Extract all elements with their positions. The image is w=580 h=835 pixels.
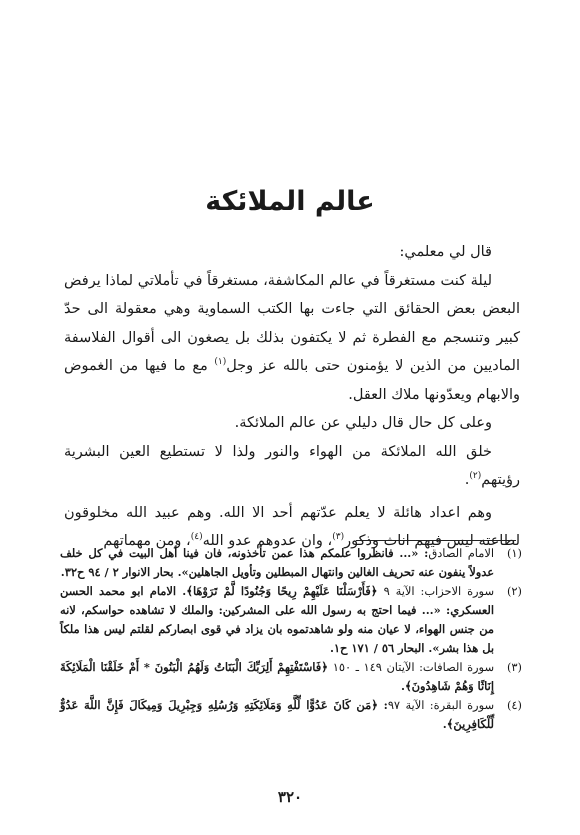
footnote-lead: سورة الاحزاب: الآية ٩ [383,584,494,598]
paragraph-2-text: ليلة كنت مستغرقاً في عالم المكاشفة، مستغرقاً في تأملاتي لماذا يرفض البعض بعض الحقائق التي جاءت بها الكتب السماوية وهي معقولة الى حدّ كبير وتنسجم مع الفطرة ثم لا يكتفون بذلك بل يصغون الى أقوال الفلاسفة الماديين من الذين لا يؤمنون حتى بالله عز وجل [64,272,520,374]
footnote-body: ﴿فَاسْتَفْتِهِمْ أَلِرَبِّكَ الْبَنَاتُ وَلَهُمُ الْبَنُونَ * أَمْ خَلَقْنَا الْمَلَائِكَةَ إِنَاثًا وَهُمْ شَاهِدُونَ﴾. [60,660,494,693]
footnote-number: (٣) [506,660,522,674]
chapter-title: عالم الملائكة [205,186,375,218]
footnote-lead: سورة البقرة: الآية ٩٧ [387,698,494,712]
footnote-ref-1: (١) [214,357,227,368]
footnote-lead: سورة الصافات: الآيتان ١٤٩ ـ ١٥٠ [332,660,494,674]
footnote [60,658,522,696]
footnote-ref-2: (٢) [469,471,482,482]
footnote-number: (١) [506,546,522,560]
paragraph-4 [64,438,520,495]
footnote-lead: الامام الصادق [428,546,494,560]
paragraph-5-text-a: وهم اعداد هائلة لا يعلم عدّتهم أحد الا الله. وهم عبيد الله مخلوقون لطاعته ليس فيهم اناث وذكور [64,504,520,549]
paragraph-4-tail: . [464,472,470,488]
paragraph-4-text: خلق الله الملائكة من الهواء والنور ولذا لا تستطيع العين البشرية رؤيتهم [64,443,520,488]
footnote [60,544,522,582]
footnote-number: (٤) [506,698,522,712]
footnote-ref-3: (٣) [332,532,345,543]
footnote-body: : «... فانظروا علمكم هذا عمن تأخذونه، فان فينا أهل البيت في كل خلف عدولاً ينفون عنه تحريف الغالين وانتهال المبطلين وتأويل الجاهلين». بحار الانوار ٢ / ٩٤ ح٣٢. [60,546,494,579]
footnote-number: (٢) [506,584,522,598]
main-text [64,238,520,556]
paragraph-5-text-b: ، وان عدوهم عدو الله [202,533,333,549]
footnotes [60,544,522,734]
footnote-text [60,658,494,696]
footnote-text [60,696,494,734]
footnote [60,582,522,658]
footnote-text [60,544,494,582]
paragraph-2-tail: مع ما فيها من الغموض والابهام ويعدّونها ملاك العقل. [64,358,520,403]
paragraph-3: وعلى كل حال قال دليلي عن عالم الملائكة. [234,415,492,431]
paragraph-5-text-c: ، ومن مهماتهم [103,533,191,549]
page-number: ٣٢٠ [277,788,303,806]
footnote-text [60,582,494,658]
footnote-divider [356,540,516,541]
footnote-body: ﴿فَأَرْسَلْنَا عَلَيْهِمْ رِيحًا وَجُنُودًا لَّمْ تَرَوْهَا﴾. الامام ابو محمد الحسن العسكري: «... فيما احتج به رسول الله على المشركين: والملك لا تشاهده حواسكم، لانه من جنس الهواء، لا عيان منه ولو شاهدتموه بان يزاد في قوى ابصاركم لقلتم ليس هذا ملكاً بل هذا بشر». البحار ٥٦ / ١٧١ ح١. [60,584,494,655]
footnote [60,696,522,734]
paragraph-1: قال لي معلمي: [399,244,492,260]
footnote-ref-4: (٤) [190,532,203,543]
paragraph-2 [64,267,520,410]
footnote-body: : ﴿مَن كَانَ عَدُوًّا لِّلَّهِ وَمَلَائِكَتِهِ وَرُسُلِهِ وَجِبْرِيلَ وَمِيكَالَ فَإِنَّ اللَّهَ عَدُوٌّ لِّلْكَافِرِينَ﴾. [60,698,494,731]
